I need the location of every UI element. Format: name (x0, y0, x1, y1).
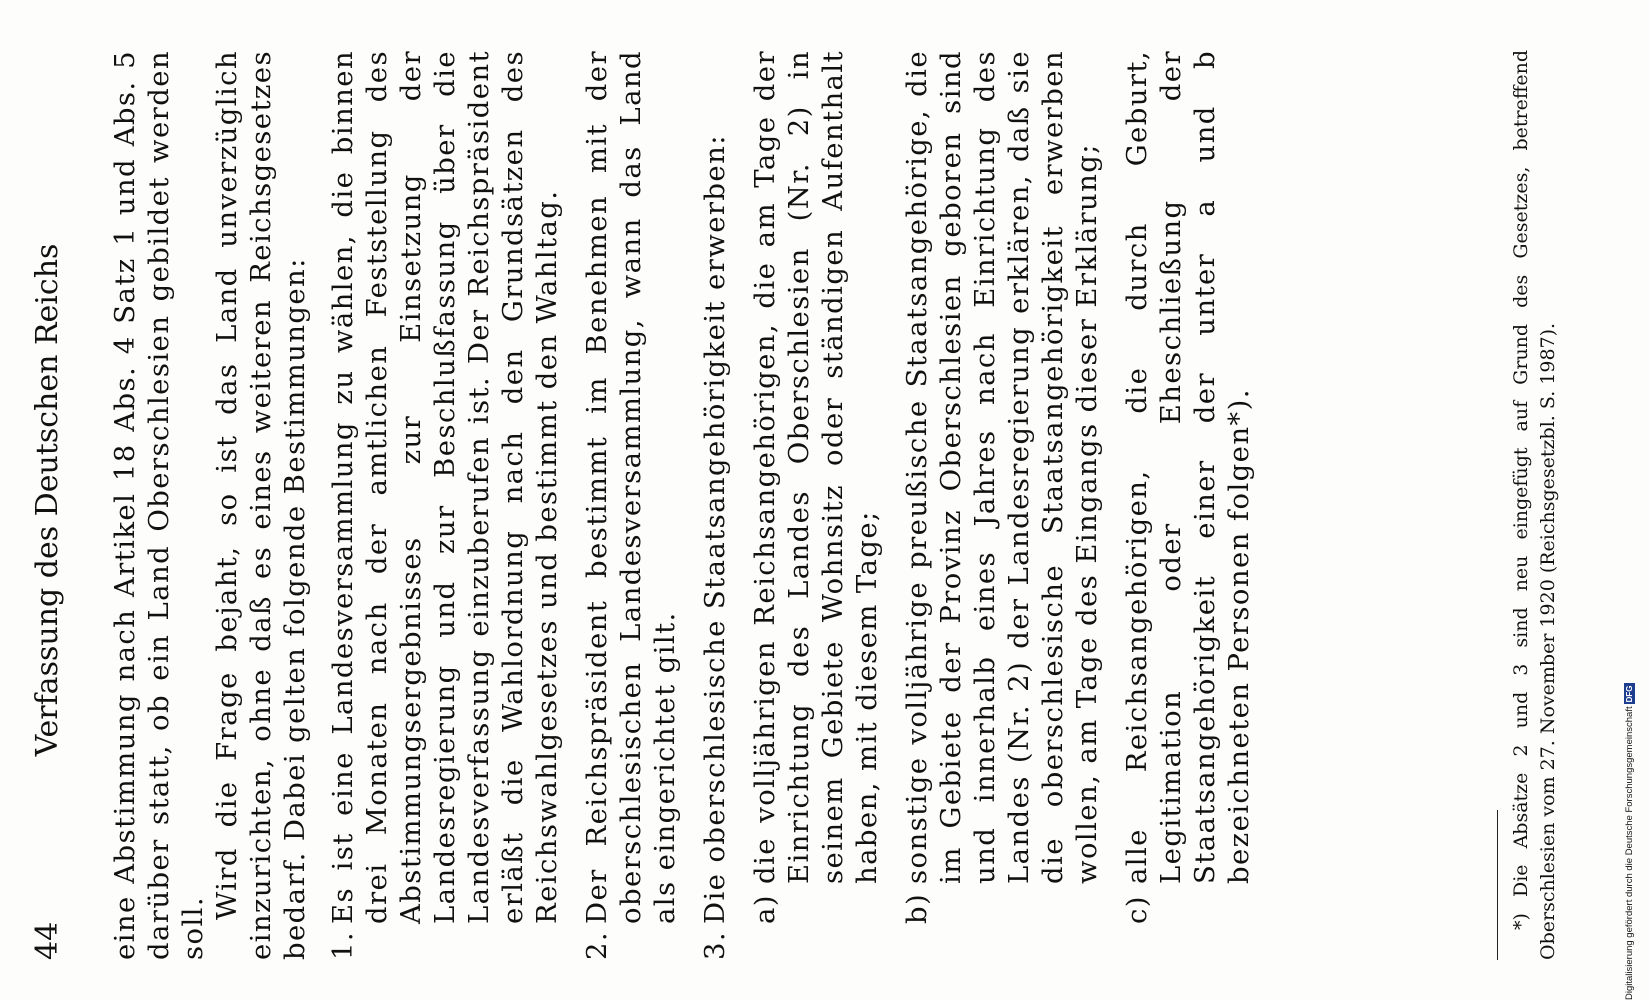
sub-item-letter: b) (901, 892, 933, 924)
sub-item-text: die volljährigen Reichsangehörigen, die am Tage der Einrichtung des Landes Oberschlesien (Nr. 2) in seinem Gebiete Wohnsitz oder ständigen Aufenthalt haben, mit diesem Tage; (749, 50, 883, 884)
item-number: 3. (699, 930, 731, 960)
digitization-credit (1624, 684, 1635, 1000)
main-text (108, 50, 1256, 960)
item-number: 1. (327, 930, 359, 960)
sub-item-text: alle Reichsangehörigen, die durch Geburt, Legitimation oder Eheschließung der Staatsangehörigkeit einer der unter a und b bezeichneten Personen folgen*). (1121, 50, 1255, 884)
item-text: Es ist eine Landesversammlung zu wählen, die binnen drei Monaten nach der amtlichen Feststellung des Abstimmungsergebnisses zur Einsetzung der Landesregierung und zur Beschlußfassung über die Landesverfassung einzuberufen ist. Der Reichspräsident erläßt die Wahlordnung nach den Grundsätzen des Reichswahlgesetzes und bestimmt den Wahltag. (327, 50, 563, 924)
sub-item-text: sonstige volljährige preußische Staatsangehörige, die im Gebiete der Provinz Oberschlesien geboren sind und innerhalb eines Jahres nach Einrichtung des Landes (Nr. 2) der Landesregierung erklären, daß sie die oberschlesische Staatsangehörigkeit erwerben wollen, am Tage des Eingangs dieser Erklärung; (901, 50, 1103, 884)
sub-item-letter: a) (749, 894, 781, 924)
sub-item (900, 50, 1104, 924)
sub-item (1120, 50, 1256, 924)
item-text: Die oberschlesische Staatsangehörigkeit erwerben: (699, 134, 731, 924)
credit-text: Digitalisierung gefördert durch die Deutsche Forschungsgemeinschaft (1624, 706, 1636, 1000)
item-number: 2. (581, 930, 613, 960)
list-item (326, 50, 564, 960)
paragraph-frage: Wird die Frage bejaht, so ist das Land unverzüglich einzurichten, ohne daß es eines weiteren Reichsgesetzes bedarf. Dabei gelten folgende Bestimmungen: (211, 50, 311, 960)
intro-paragraph: eine Abstimmung nach Artikel 18 Abs. 4 Satz 1 und Abs. 5 darüber statt, ob ein Land Oberschlesien gebildet werden soll. (109, 50, 209, 960)
dfg-logo: DFG (1625, 685, 1634, 703)
list-item (698, 50, 1256, 960)
sub-item (748, 50, 884, 924)
footnote: *) Die Absätze 2 und 3 sind neu eingefügt auf Grund des Gesetzes, betreffend Oberschlesien vom 27. November 1920 (Reichsgesetzbl. S. 1987). (1510, 50, 1559, 960)
list-item (580, 50, 682, 960)
numbered-list (326, 50, 1256, 960)
digitization-credit-strip (1622, 600, 1642, 1000)
item-text: Der Reichspräsident bestimmt im Benehmen mit der oberschlesischen Landesversammlung, wann das Land als eingerichtet gilt. (581, 50, 681, 924)
running-title: Verfassung des Deutschen Reichs (30, 243, 65, 757)
footnote-divider (1497, 810, 1498, 960)
sub-item-letter: c) (1121, 895, 1153, 924)
page-header (30, 40, 90, 960)
page-number: 44 (30, 921, 65, 960)
